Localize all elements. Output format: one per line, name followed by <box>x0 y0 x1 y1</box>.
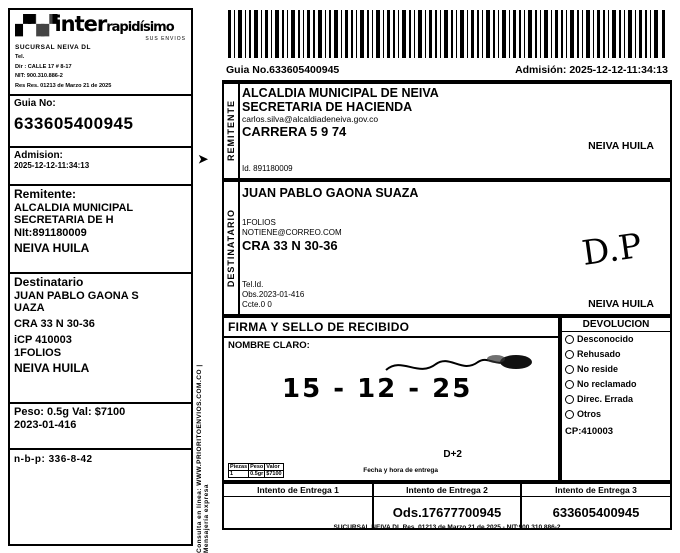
admision-text: Admisión: 2025-12-12-11:34:13 <box>515 64 668 76</box>
mini-value-valor: $7100 <box>266 471 282 477</box>
mini-value-piezas: 1 <box>229 471 249 478</box>
stub-destinatario-line-2: UAZA <box>14 302 45 314</box>
devolucion-option-direccion-errada[interactable]: Direc. Errada <box>562 392 670 407</box>
stub-destinatario-city: NEIVA HUILA <box>14 361 90 375</box>
radio-icon[interactable] <box>565 365 574 374</box>
devolucion-option-no-reside[interactable]: No reside <box>562 362 670 377</box>
destinatario-name: JUAN PABLO GAONA SUAZA <box>242 186 419 200</box>
website-vertical-note: Consulta en línea: WWW.PRIORITOENVIOS.COM.CO | Mensajería expresa <box>196 364 210 553</box>
stub-remitente-block <box>10 186 191 274</box>
stub-destinatario-line-4: iCP 410003 <box>14 334 72 346</box>
radio-icon[interactable] <box>565 350 574 359</box>
stub-destinatario-line-1: JUAN PABLO GAONA S <box>14 289 139 302</box>
devolucion-option-no-reclamado[interactable]: No reclamado <box>562 377 670 392</box>
shipping-label <box>222 8 672 546</box>
company-logo-block <box>10 10 191 96</box>
radio-icon[interactable] <box>565 380 574 389</box>
destinatario-city: NEIVA HUILA <box>588 298 654 310</box>
intento-1-header: Intento de Entrega 1 <box>224 484 372 497</box>
company-logo-icon: ▞▚▞interrapidísimo <box>15 14 186 38</box>
intento-1-value <box>224 497 372 505</box>
destinatario-email: NOTIENE@CORREO.COM <box>242 228 342 237</box>
remitente-address: CARRERA 5 9 74 <box>242 124 347 139</box>
stub-footer-code: n-b-p: 336-8-42 <box>14 454 93 465</box>
stub-admision-value: 2025-12-12-11:34:13 <box>14 161 90 170</box>
intento-entrega-1 <box>224 484 374 528</box>
company-address-line-4: Res Res. 01213 de Marzo 21 de 2025 <box>15 82 112 89</box>
firma-block <box>222 316 560 482</box>
stub-guia-block <box>10 96 191 148</box>
remitente-dependencia: SECRETARIA DE HACIENDA <box>242 100 413 114</box>
mini-header-valor: Valor <box>265 464 283 471</box>
handwritten-signature-scribble <box>384 348 544 382</box>
intento-entrega-3 <box>522 484 670 528</box>
mini-value-peso: 0.5gr <box>250 471 264 477</box>
stub-remitente-city: NEIVA HUILA <box>14 241 90 255</box>
handwritten-delivery-date: 15 - 12 - 25 <box>282 374 473 404</box>
intento-3-value: 633605400945 <box>552 505 640 520</box>
destinatario-tel: Tel.Id. <box>242 280 264 289</box>
stub-destinatario-line-5: 1FOLIOS <box>14 346 62 359</box>
stub-guia-label: Guia No: <box>14 98 56 109</box>
radio-icon[interactable] <box>565 410 574 419</box>
company-sucursal: SUCURSAL NEIVA DL <box>15 44 91 51</box>
stub-destinatario-label: Destinatario <box>14 275 84 289</box>
mini-header-peso: Peso <box>250 464 264 470</box>
remitente-content <box>242 86 668 176</box>
intentos-block <box>222 482 672 530</box>
devolucion-option-rehusado[interactable]: Rehusado <box>562 347 670 362</box>
stub-footer-block <box>10 450 191 476</box>
mini-header-piezas: Piezas <box>230 464 248 470</box>
firma-title: FIRMA Y SELLO DE RECIBIDO <box>224 318 558 338</box>
stub-panel <box>8 8 193 546</box>
destinatario-ccte: Ccte.0 0 <box>242 300 272 309</box>
stub-admision-label: Admision: <box>14 150 63 161</box>
nombre-claro-label: NOMBRE CLARO: <box>228 340 310 351</box>
stub-peso-value: Peso: 0.5g Val: $7100 <box>14 406 126 418</box>
devolucion-block <box>560 316 672 482</box>
intento-3-header: Intento de Entrega 3 <box>522 484 670 497</box>
stub-destinatario-block <box>10 274 191 404</box>
company-tagline: SUS ENVIOS <box>145 36 186 42</box>
intento-entrega-2 <box>374 484 522 528</box>
stub-obs-value: 2023-01-416 <box>14 418 77 431</box>
delivery-days-indicator: D+2 <box>443 449 462 460</box>
devolucion-cp: CP:410003 <box>565 426 614 437</box>
barcode <box>222 8 672 60</box>
remitente-block <box>222 82 672 180</box>
label-footer: SUCURSAL NEIVA DL Res. 01213 de Marzo 21 de 2025 - NIT:900.310.886-2 <box>333 524 561 531</box>
company-address-line-3: NIT: 900.310.886-2 <box>15 73 63 80</box>
piezas-mini-table <box>228 463 316 478</box>
company-address-line-1: Tel. <box>15 54 25 60</box>
remitente-name: ALCALDIA MUNICIPAL DE NEIVA <box>242 86 439 100</box>
destinatario-address: CRA 33 N 30-36 <box>242 238 338 253</box>
stub-remitente-line-2: SECRETARIA DE H <box>14 214 114 226</box>
guia-header-row <box>222 64 672 82</box>
destinatario-block <box>222 180 672 316</box>
fecha-hora-label: Fecha y hora de entrega <box>363 467 438 474</box>
stub-destinatario-line-3: CRA 33 N 30-36 <box>14 317 95 330</box>
intento-2-value: Ods.17677700945 <box>392 505 502 520</box>
guia-number-text: Guia No.633605400945 <box>226 64 340 76</box>
remitente-city: NEIVA HUILA <box>588 140 654 152</box>
stub-remitente-label: Remitente: <box>14 187 77 201</box>
devolucion-option-otros[interactable]: Otros <box>562 407 670 422</box>
barcode-svg <box>222 8 672 60</box>
remitente-id: Id. 891180009 <box>242 164 293 173</box>
recipient-signature-mark: D.P <box>579 226 645 274</box>
destinatario-content <box>242 184 668 312</box>
remitente-tab: REMITENTE <box>224 84 240 178</box>
destinatario-tab: DESTINATARIO <box>224 182 240 314</box>
destinatario-obs: Obs.2023-01-416 <box>242 290 305 299</box>
fold-arrow-icon: ➤ <box>198 152 209 166</box>
devolucion-title: DEVOLUCION <box>562 318 670 332</box>
stub-remitente-line-1: ALCALDIA MUNICIPAL <box>14 201 134 214</box>
stub-guia-number: 633605400945 <box>14 114 134 133</box>
radio-icon[interactable] <box>565 395 574 404</box>
company-address-line-2: Dir : CALLE 17 # 8-17 <box>15 63 72 70</box>
destinatario-folios: 1FOLIOS <box>242 218 276 227</box>
stub-remitente-line-3: NIt:891180009 <box>14 226 87 239</box>
radio-icon[interactable] <box>565 335 574 344</box>
stub-peso-block <box>10 404 191 450</box>
remitente-email: carlos.silva@alcaldiadeneiva.gov.co <box>242 114 379 124</box>
intento-2-header: Intento de Entrega 2 <box>374 484 520 497</box>
stub-admision-block <box>10 148 191 186</box>
devolucion-option-desconocido[interactable]: Desconocido <box>562 332 670 347</box>
